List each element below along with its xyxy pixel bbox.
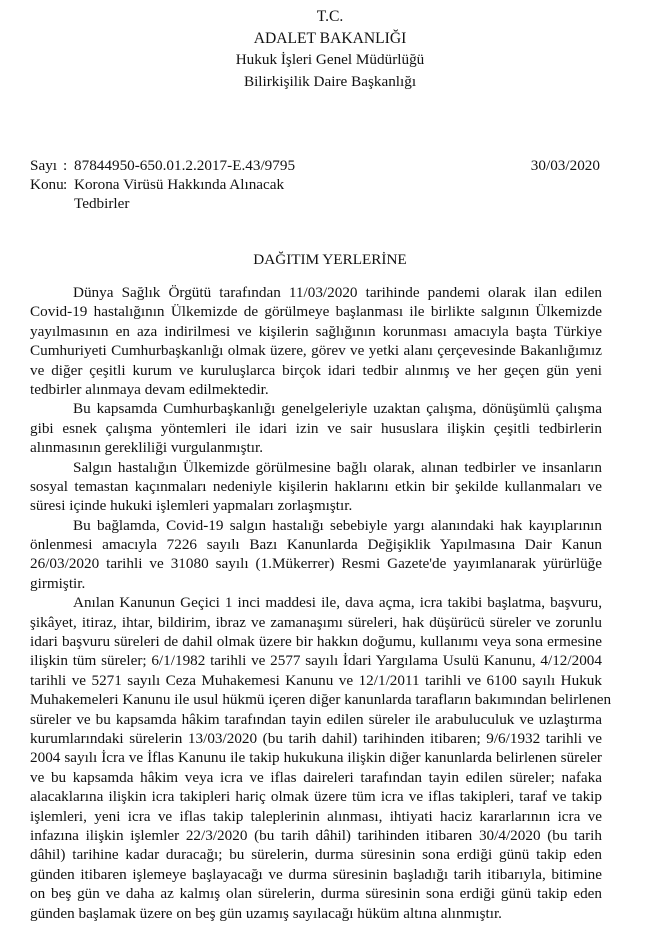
paragraph-line: günden itibaren işlemeye başlayacağı ve durma süresinin başladığı tarih itibarıyla, bitimine xyxy=(30,865,602,883)
konu-value: Korona Virüsü Hakkında Alınacak xyxy=(74,176,285,193)
paragraph-line: Salgın hastalığın Ülkemizde görülmesine bağlı olarak, alınan tedbirler ve insanların xyxy=(73,458,602,476)
paragraph-line: Covid-19 hastalığının Ülkemizde de görülmeye başlanması ile birlikte salgının Ülkemizde xyxy=(30,303,602,321)
konu-row xyxy=(30,175,600,194)
paragraph-line: tedbirler alınmaya devam edilmektedir. xyxy=(30,380,269,398)
paragraph-line: tarihli ve 5271 sayılı Ceza Muhakemesi Kanunu ve 12/1/2011 tarihli ve 6100 sayılı Hukuk xyxy=(30,671,602,689)
sayi-colon: : xyxy=(63,157,68,174)
document-meta xyxy=(30,156,600,213)
konu-colon: : xyxy=(63,176,68,193)
paragraph-line: ilişkin tüm süreler; 6/1/1982 tarihli ve 2577 sayılı İdari Yargılama Usulü Kanunu, 4/12/2004 xyxy=(30,652,602,670)
paragraph-line: Muhakemeleri Kanunu ile usul hükmü içeren diğer kanunlarda tarafların bakımından belirlenen xyxy=(30,691,612,709)
paragraph-line: on beş gün ve daha az kalmış olan sürelerin, durma süresinin sona erdiği günü takip eden xyxy=(30,885,602,903)
paragraph-line: girmiştir. xyxy=(30,574,86,592)
paragraph-line: sosyal temastan kaçınmaları nedeniyle kişilerin haklarını etkin bir şekilde kullanmaları ve xyxy=(30,477,602,495)
header-directorate: Hukuk İşleri Genel Müdürlüğü xyxy=(235,51,425,68)
paragraph xyxy=(30,516,602,594)
paragraph-line: Anılan Kanunun Geçici 1 inci maddesi ile, dava açma, icra takibi başlatma, başvuru, xyxy=(73,594,602,612)
document-body xyxy=(30,283,612,923)
document-date: 30/03/2020 xyxy=(530,157,600,174)
paragraph-line: Cumhuriyeti Cumhurbaşkanlığı olmak üzere, görev ve yetki alanı çerçevesinde Bakanlığımız xyxy=(30,342,602,360)
paragraph-line: şikâyet, itiraz, ihtar, bildirim, ibraz ve zamanaşımı süreleri, hak düşürücü süreler ve zorunlu xyxy=(30,613,602,631)
paragraph-line: kurumlarındaki sürelerin 13/03/2020 (bu tarih dahil) tarihinden itibaren; 9/6/1932 tarihli ve xyxy=(30,729,602,747)
paragraph-line: 2004 sayılı İcra ve İflas Kanunu ile takip hukukuna ilişkin diğer kanunlarda belirlenen süreler xyxy=(30,749,602,767)
paragraph xyxy=(30,283,602,399)
paragraph-line: 26/03/2020 tarihli ve 31080 sayılı (1.Mükerrer) Resmi Gazete'de yayımlanarak yürürlüğe xyxy=(30,555,602,573)
paragraph-line: süresi içinde hukuki işlemleri yapmaları zorlaşmıştır. xyxy=(30,497,353,515)
header-country: T.C. xyxy=(316,8,344,25)
paragraph-line: gibi esnek çalışma yöntemleri ile idari izin ve sair hususlara ilişkin çeşitli tedbirlerin xyxy=(30,419,602,437)
header-department: Bilirkişilik Daire Başkanlığı xyxy=(243,72,417,90)
paragraph-line: günden başlamak üzere on beş gün uzamış sayılacağı hüküm altına alınmıştır. xyxy=(30,904,502,922)
paragraph-line: yayılmasının en aza indirilmesi ve kişilerin sağlığının korunması amacıyla başta Türkiye xyxy=(30,322,602,340)
paragraph-line: süreler ve bu kapsamda hâkim tarafından tayin edilen süreler ile arabuluculuk ve uzlaştırma xyxy=(30,710,602,728)
paragraph-line: işlemleri, yeni icra ve iflas takip taleplerinin alınması, ihtiyati haciz kararlarının icra ve xyxy=(30,807,602,825)
paragraph-line: alacaklarına ilişkin icra takipleri hariç olmak üzere tüm icra ve iflas takipleri, taraf ve takip xyxy=(30,788,602,806)
paragraph-line: önlenmesi amacıyla 7226 sayılı Bazı Kanunlarda Değişiklik Yapılmasına Dair Kanun xyxy=(30,536,602,554)
header-ministry: ADALET BAKANLIĞI xyxy=(253,29,407,47)
paragraph xyxy=(30,399,602,457)
konu-label: Konu xyxy=(30,176,64,193)
sayi-value: 87844950-650.01.2.2017-E.43/9795 xyxy=(74,157,296,174)
paragraph xyxy=(30,593,612,923)
konu-continuation: Tedbirler xyxy=(74,195,130,212)
paragraph-line: Bu bağlamda, Covid-19 salgın hastalığı sebebiyle yargı alanındaki hak kayıplarının xyxy=(73,516,602,534)
paragraph-line: ve diğer çeşitli kurum ve kuruluşlarca birçok idari tedbir alınmış ve her geçen gün yeni xyxy=(30,361,602,379)
letterhead xyxy=(0,6,660,92)
paragraph-line: ve bu kapsamda hâkim veya icra ve iflas daireleri tarafından tayin edilen süreler; nafaka xyxy=(30,768,602,786)
paragraph xyxy=(30,458,602,516)
sayi-row xyxy=(30,156,600,175)
paragraph-line: Bu kapsamda Cumhurbaşkanlığı genelgeleriyle uzaktan çalışma, dönüşümlü çalışma xyxy=(73,400,602,418)
paragraph-line: alınmasının gerekliliği vurgulanmıştır. xyxy=(30,439,263,457)
paragraph-line: Dünya Sağlık Örgütü tarafından 11/03/2020 tarihinde pandemi olarak ilan edilen xyxy=(73,284,602,301)
konu-continuation-row xyxy=(30,194,600,213)
sayi-label: Sayı xyxy=(30,157,58,174)
paragraph-line: infazına ilişkin işlemler 22/3/2020 (bu tarih dâhil) tarihinden itibaren 30/4/2020 (bu tarih xyxy=(30,826,602,844)
distribution-heading: DAĞITIM YERLERİNE xyxy=(253,251,407,268)
paragraph-line: dâhil) tarihine kadar duracağı; bu sürelerin, durma süresinin sona erdiği günü takip eden xyxy=(30,846,602,864)
paragraph-line: idari başvuru süreleri de dahil olmak üzere bir hakkın doğumu, kullanımı veya sona ermesine xyxy=(30,633,602,651)
